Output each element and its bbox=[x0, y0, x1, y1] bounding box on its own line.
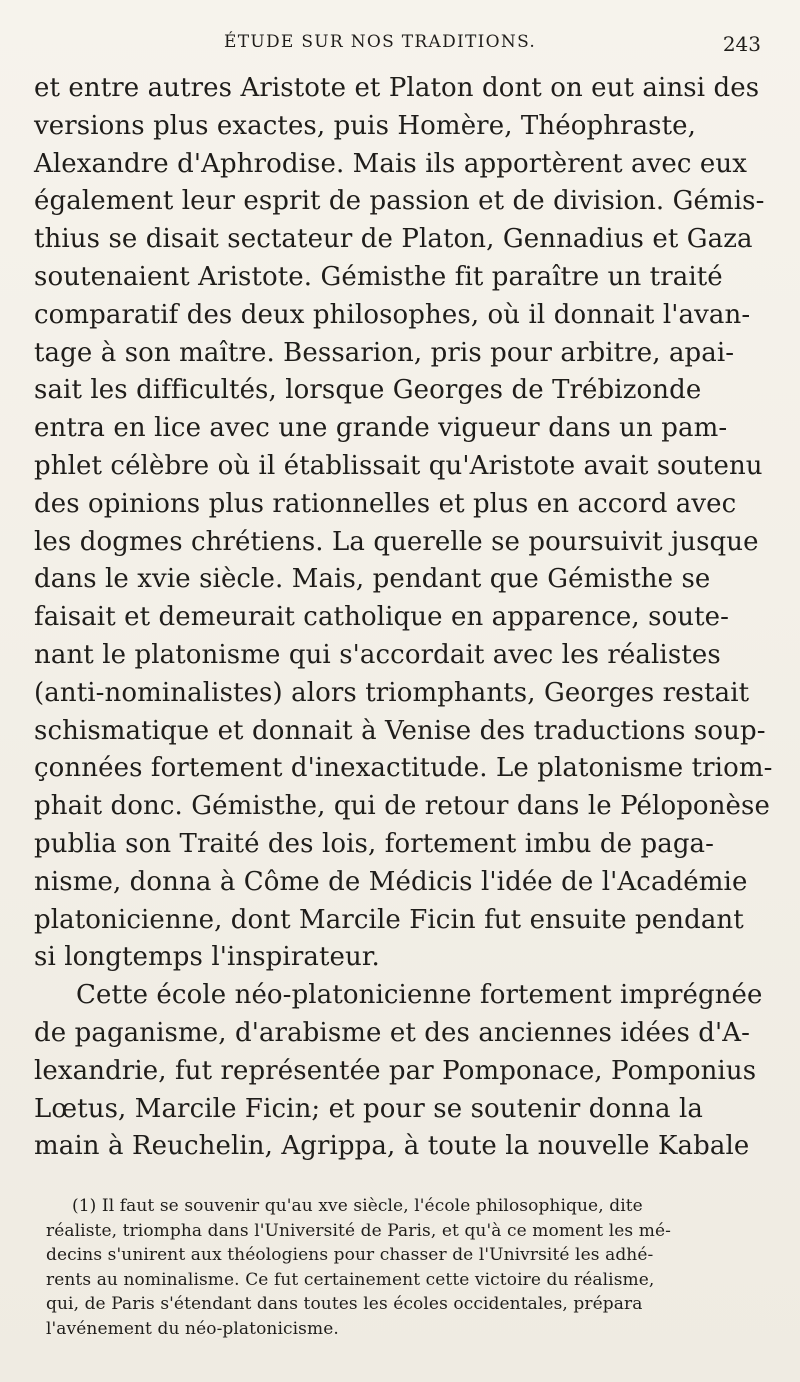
text-line: nant le platonisme qui s'accordait avec les réalistes bbox=[34, 639, 721, 670]
text-line: Lœtus, Marcile Ficin; et pour se soutenir donna la bbox=[34, 1093, 703, 1124]
text-line: lexandrie, fut représentée par Pomponace, Pomponius bbox=[34, 1055, 757, 1086]
page-header bbox=[0, 32, 800, 62]
text-line: également leur esprit de passion et de division. Gémis- bbox=[34, 186, 765, 217]
text-line: comparatif des deux philosophes, où il donnait l'avan- bbox=[34, 299, 751, 330]
text-line: çonnées fortement d'inexactitude. Le platonisme triom- bbox=[34, 753, 773, 784]
running-head: ÉTUDE SUR NOS TRADITIONS. bbox=[224, 32, 537, 52]
text-line: publia son Traité des lois, fortement imbu de paga- bbox=[34, 828, 715, 859]
text-line: phait donc. Gémisthe, qui de retour dans le Péloponèse bbox=[34, 791, 770, 822]
text-line: (anti-nominalistes) alors triomphants, Georges restait bbox=[34, 677, 750, 708]
footnote-line: decins s'unirent aux théologiens pour chasser de l'Univrsité les adhé- bbox=[46, 1245, 654, 1265]
text-line: de paganisme, d'arabisme et des anciennes idées d'A- bbox=[34, 1017, 751, 1048]
text-line: schismatique et donnait à Venise des traductions soup- bbox=[34, 715, 766, 746]
text-line: les dogmes chrétiens. La querelle se poursuivit jusque bbox=[34, 526, 759, 557]
footnote-line: réaliste, triompha dans l'Université de Paris, et qu'à ce moment les mé- bbox=[46, 1220, 671, 1241]
text-line: tage à son maître. Bessarion, pris pour arbitre, apai- bbox=[34, 337, 735, 368]
text-line: et entre autres Aristote et Platon dont on eut ainsi des bbox=[34, 73, 760, 103]
text-line: platonicienne, dont Marcile Ficin fut ensuite pendant bbox=[34, 904, 744, 935]
text-line: thius se disait sectateur de Platon, Gennadius et Gaza bbox=[34, 224, 753, 255]
footnote bbox=[46, 1194, 764, 1341]
text-line: soutenaient Aristote. Gémisthe fit paraître un traité bbox=[34, 261, 723, 292]
text-line: dans le xvie siècle. Mais, pendant que Gémisthe se bbox=[34, 564, 711, 595]
text-line: phlet célèbre où il établissait qu'Aristote avait soutenu bbox=[34, 450, 763, 481]
text-line: versions plus exactes, puis Homère, Théophraste, bbox=[34, 110, 697, 141]
text-line: faisait et demeurait catholique en apparence, soute- bbox=[34, 602, 730, 633]
text-line: Alexandre d'Aphrodise. Mais ils apportèrent avec eux bbox=[34, 148, 748, 179]
text-line: entra en lice avec une grande vigueur dans un pam- bbox=[34, 413, 728, 444]
text-line: nisme, donna à Côme de Médicis l'idée de l'Académie bbox=[34, 866, 748, 897]
footnote-line: l'avénement du néo-platonicisme. bbox=[46, 1318, 339, 1339]
page-number: 243 bbox=[722, 32, 761, 56]
text-line: des opinions plus rationnelles et plus en accord avec bbox=[34, 488, 737, 519]
text-line: Cette école néo-platonicienne fortement imprégnée bbox=[76, 980, 763, 1011]
footnote-line: (1) Il faut se souvenir qu'au xve siècle, l'école philosophique, dite bbox=[72, 1196, 643, 1216]
body-text bbox=[34, 70, 773, 1166]
footnote-line: rents au nominalisme. Ce fut certainement cette victoire du réalisme, bbox=[46, 1269, 655, 1290]
text-line: si longtemps l'inspirateur. bbox=[34, 942, 380, 973]
text-line: main à Reuchelin, Agrippa, à toute la nouvelle Kabale bbox=[34, 1131, 750, 1162]
footnote-line: qui, de Paris s'étendant dans toutes les écoles occidentales, prépara bbox=[46, 1294, 643, 1314]
text-line: sait les difficultés, lorsque Georges de Trébizonde bbox=[34, 375, 702, 406]
